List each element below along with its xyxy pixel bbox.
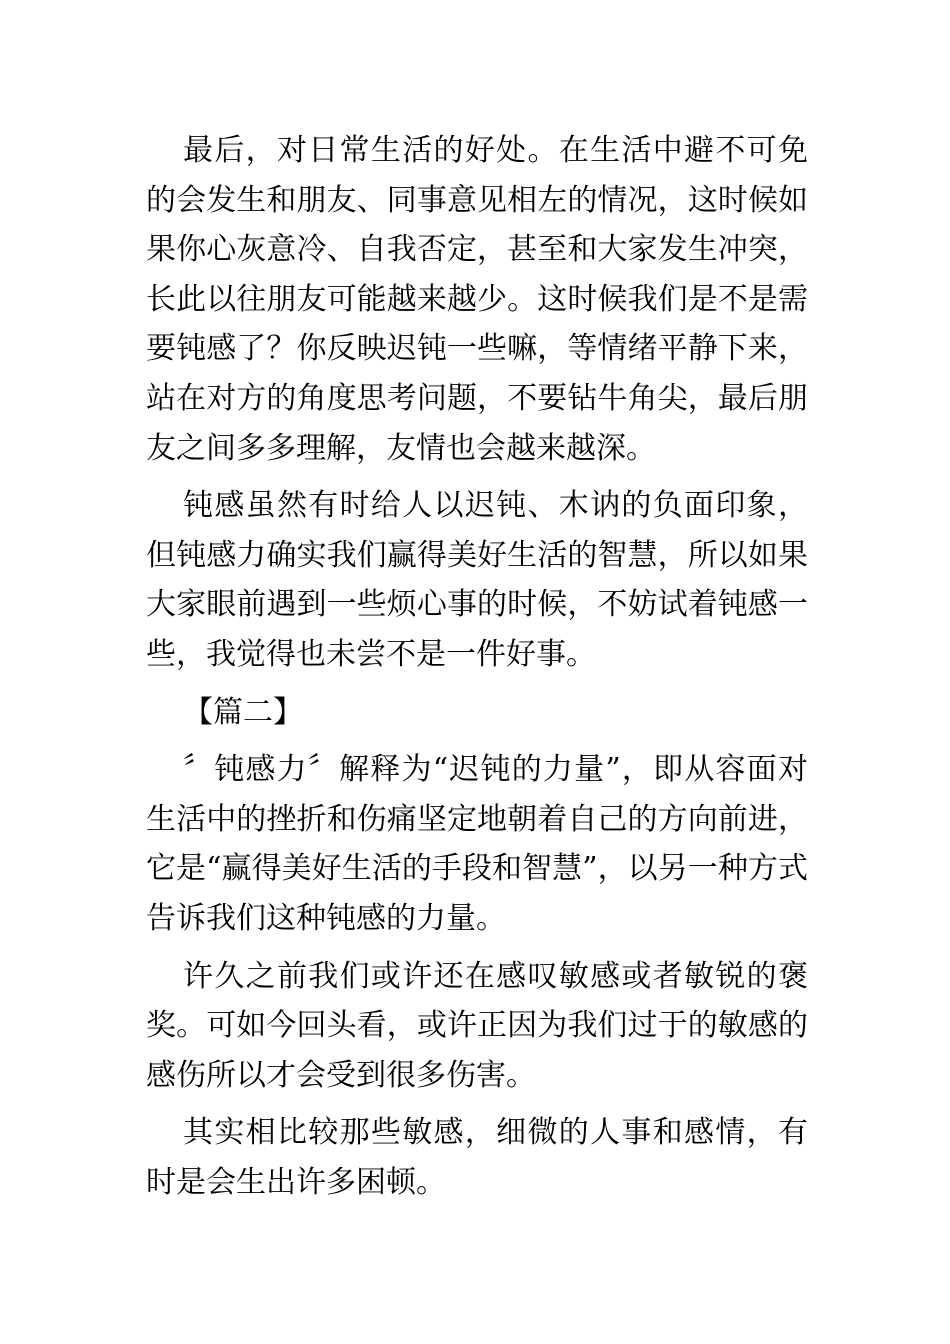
document-page: [146, 126, 808, 1215]
paragraph-daily-life-benefit: 最后，对日常生活的好处。在生活中避不可免的会发生和朋友、同事意见相左的情况，这时候如果你心灰意冷、自我否定，甚至和大家发生冲突，长此以往朋友可能越来越少。这时候我们是不是需要钝感了？你反映迟钝一些嘛，等情绪平静下来，站在对方的角度思考问题，不要钻牛角尖，最后朋友之间多多理解，友情也会越来越深。: [146, 133, 808, 466]
paragraph-sensitivity: 许久之前我们或许还在感叹敏感或者敏锐的褒奖。可如今回头看，或许正因为我们过于的敏感的感伤所以才会受到很多伤害。: [146, 958, 808, 1093]
section-heading: 【篇二】: [183, 694, 303, 730]
paragraph-conclusion: 钝感虽然有时给人以迟钝、木讷的负面印象，但钝感力确实我们赢得美好生活的智慧，所以如果大家眼前遇到一些烦心事的时候，不妨试着钝感一些，我觉得也未尝不是一件好事。: [146, 488, 808, 672]
paragraph-comparison: 其实相比较那些敏感，细微的人事和感情，有时是会生出许多困顿。: [146, 1115, 808, 1200]
paragraph-definition: 〞钝感力〞解释为“迟钝的力量”，即从容面对生活中的挫折和伤痛坚定地朝着自己的方向前进，它是“赢得美好生活的手段和智慧”，以另一种方式告诉我们这种钝感的力量。: [146, 752, 808, 936]
